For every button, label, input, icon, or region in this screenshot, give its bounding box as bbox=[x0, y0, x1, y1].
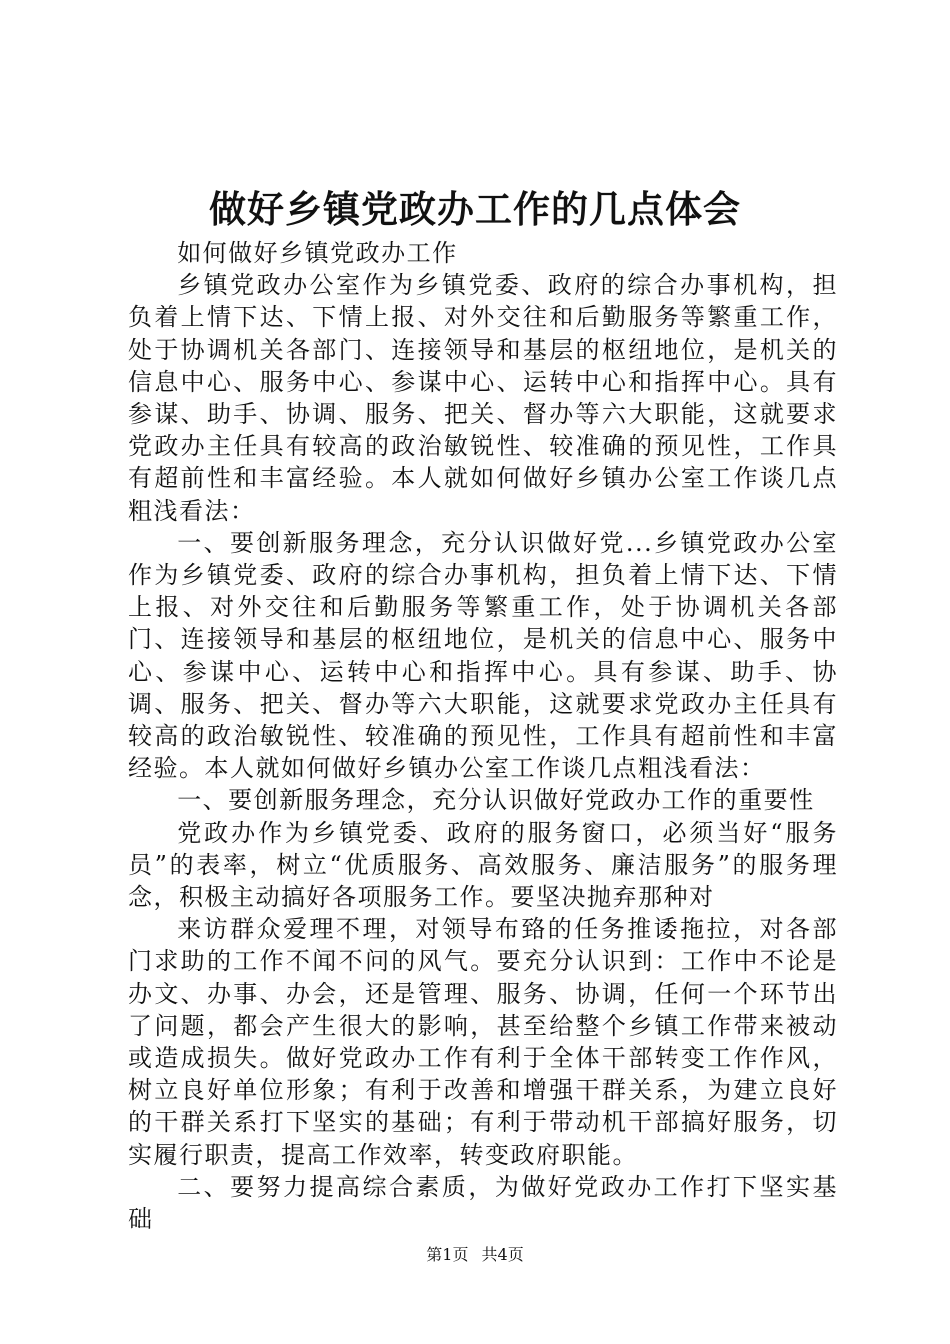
paragraph: 乡镇党政办公室作为乡镇党委、政府的综合办事机构，担负着上情下达、下情上报、对外交往和后勤服务等繁重工作，处于协调机关各部门、连接领导和基层的枢纽地位，是机关的信息中心、服务中心、参谋中心、运转中心和指挥中心。具有参谋、助手、协调、服务、把关、督办等六大职能，这就要求党政办主任具有较高的政治敏锐性、较准确的预见性，工作具有超前性和丰富经验。本人就如何做好乡镇办公室工作谈几点粗浅看法： bbox=[128, 271, 838, 525]
document-title: 做好乡镇党政办工作的几点体会 bbox=[209, 187, 741, 231]
paragraph-heading: 一、要创新服务理念，充分认识做好党政办工作的重要性 bbox=[177, 786, 815, 815]
document-body bbox=[128, 237, 838, 1235]
paragraph: 一、要创新服务理念，充分认识做好党...乡镇党政办公室作为乡镇党委、政府的综合办事机构，担负着上情下达、下情上报、对外交往和后勤服务等繁重工作，处于协调机关各部门、连接领导和基层的枢纽地位，是机关的信息中心、服务中心、参谋中心、运转中心和指挥中心。具有参谋、助手、协调、服务、把关、督办等六大职能，这就要求党政办主任具有较高的政治敏锐性、较准确的预见性，工作具有超前性和丰富经验。本人就如何做好乡镇办公室工作谈几点粗浅看法： bbox=[128, 528, 838, 783]
page-number: 第1页 bbox=[426, 1245, 469, 1264]
page-total: 共4页 bbox=[481, 1245, 524, 1264]
paragraph-heading: 二、要努力提高综合素质，为做好党政办工作打下坚实基础 bbox=[128, 1172, 838, 1234]
paragraph-subtitle: 如何做好乡镇党政办工作 bbox=[177, 239, 458, 267]
paragraph: 党政办作为乡镇党委、政府的服务窗口，必须当好“服务员”的表率，树立“优质服务、高效服务、廉洁服务”的服务理念，积极主动搞好各项服务工作。要坚决抛弃那种对 bbox=[128, 818, 838, 912]
paragraph: 来访群众爱理不理，对领导布臵的任务推诿拖拉，对各部门求助的工作不闻不问的风气。要充分认识到：工作中不论是办文、办事、办会，还是管理、服务、协调，任何一个环节出了问题，都会产生很大的影响，甚至给整个乡镇工作带来被动或造成损失。做好党政办工作有利于全体干部转变工作作风，树立良好单位形象；有利于改善和增强干群关系，为建立良好的干群关系打下坚实的基础；有利于带动机干部搞好服务，切实履行职责，提高工作效率，转变政府职能。 bbox=[128, 915, 838, 1169]
page-footer bbox=[0, 1243, 950, 1267]
